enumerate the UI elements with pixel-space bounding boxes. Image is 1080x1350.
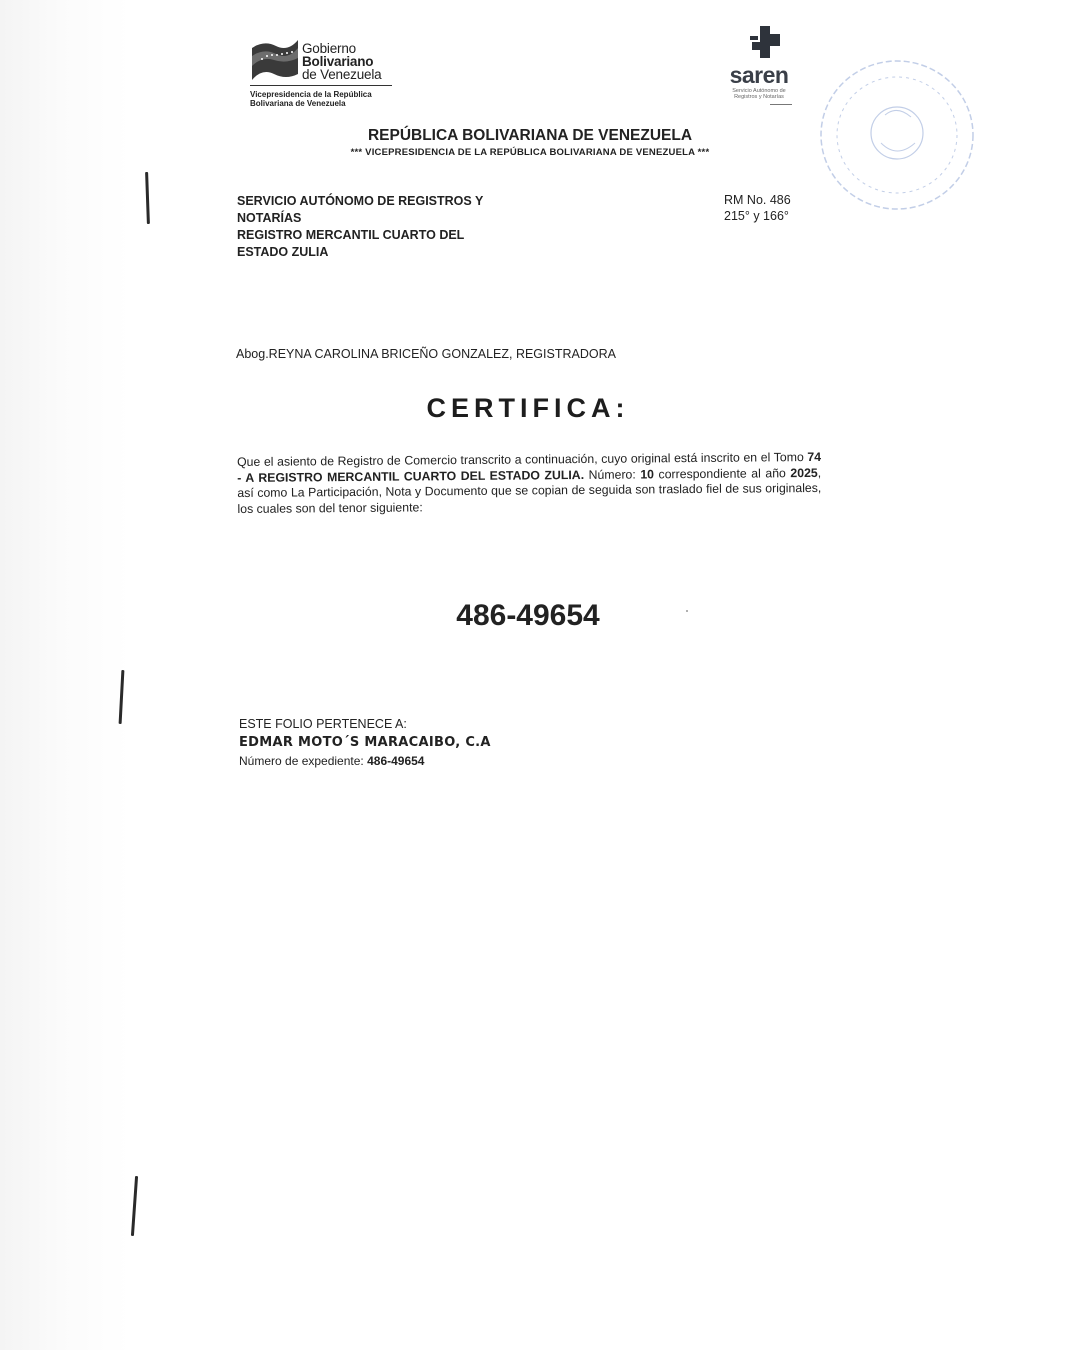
page-edge-shadow (0, 0, 130, 1350)
office-line-3: REGISTRO MERCANTIL CUARTO DEL (237, 228, 465, 242)
body-text-3: correspondiente al año (653, 465, 791, 481)
folio-label: ESTE FOLIO PERTENECE A: (239, 717, 407, 731)
expediente-line (239, 753, 491, 769)
rm-reference (724, 192, 791, 224)
registrar-name: Abog.REYNA CAROLINA BRICEÑO GONZALEZ, REGISTRADORA (236, 347, 616, 361)
gobierno-line-3: de Venezuela (302, 67, 382, 82)
certification-paragraph (237, 450, 822, 517)
vicepresidency-line: *** VICEPRESIDENCIA DE LA REPÚBLICA BOLIVARIANA DE VENEZUELA *** (350, 147, 710, 158)
gobierno-sub-line-1: Vicepresidencia de la República (250, 90, 372, 99)
gobierno-line-1: Gobierno (302, 41, 356, 56)
saren-wordmark: saren (729, 62, 789, 88)
saren-subtitle (720, 88, 798, 100)
saren-sub-line-2: Registros y Notarías (734, 94, 784, 100)
saren-logo (720, 24, 798, 110)
gobierno-flag-icon (250, 34, 300, 84)
saren-logo-icon (736, 24, 786, 62)
gobierno-divider (250, 85, 392, 86)
rm-number: RM No. 486 (724, 193, 791, 207)
body-anio: 2025 (790, 465, 818, 480)
gobierno-logo (250, 28, 400, 112)
expediente-label: Número de expediente: (239, 754, 364, 768)
office-line-1: SERVICIO AUTÓNOMO DE REGISTROS Y (237, 194, 484, 208)
scan-speck (686, 610, 688, 612)
binding-mark (145, 172, 150, 224)
office-name (237, 193, 483, 261)
body-tomo: 74 - A REGISTRO MERCANTIL CUARTO DEL ESTADO ZULIA. (237, 449, 822, 485)
saren-divider (770, 104, 792, 105)
body-text-4: , así como La Participación, Nota y Documento que se copian de seguida son traslado fiel de sus originales, los cuales son del tenor siguiente: (237, 465, 822, 516)
office-line-4: ESTADO ZULIA (237, 245, 329, 259)
body-text-2: Número: (584, 466, 641, 482)
rm-years: 215° y 166° (724, 209, 789, 223)
office-line-2: NOTARÍAS (237, 211, 302, 225)
expediente-value: 486-49654 (367, 754, 425, 768)
republic-title: REPÚBLICA BOLIVARIANA DE VENEZUELA (367, 127, 693, 144)
gobierno-line-2: Bolivariano (302, 54, 374, 69)
gobierno-wordmark (302, 42, 381, 81)
folio-owner-block (239, 716, 491, 769)
body-text-1: Que el asiento de Registro de Comercio transcrito a continuación, cuyo original está inscrito en el Tomo (237, 450, 808, 469)
binding-mark (131, 1176, 138, 1236)
gobierno-subtitle (250, 90, 372, 108)
certifica-heading: CERTIFICA: (426, 393, 630, 423)
body-numero: 10 (640, 466, 655, 481)
gobierno-sub-line-2: Bolivariana de Venezuela (250, 99, 346, 108)
saren-sub-line-1: Servicio Autónomo de (732, 88, 786, 94)
folio-owner: EDMAR MOTO´S MARACAIBO, C.A (239, 735, 491, 750)
expediente-number-heading: 486-49654 (456, 599, 600, 632)
